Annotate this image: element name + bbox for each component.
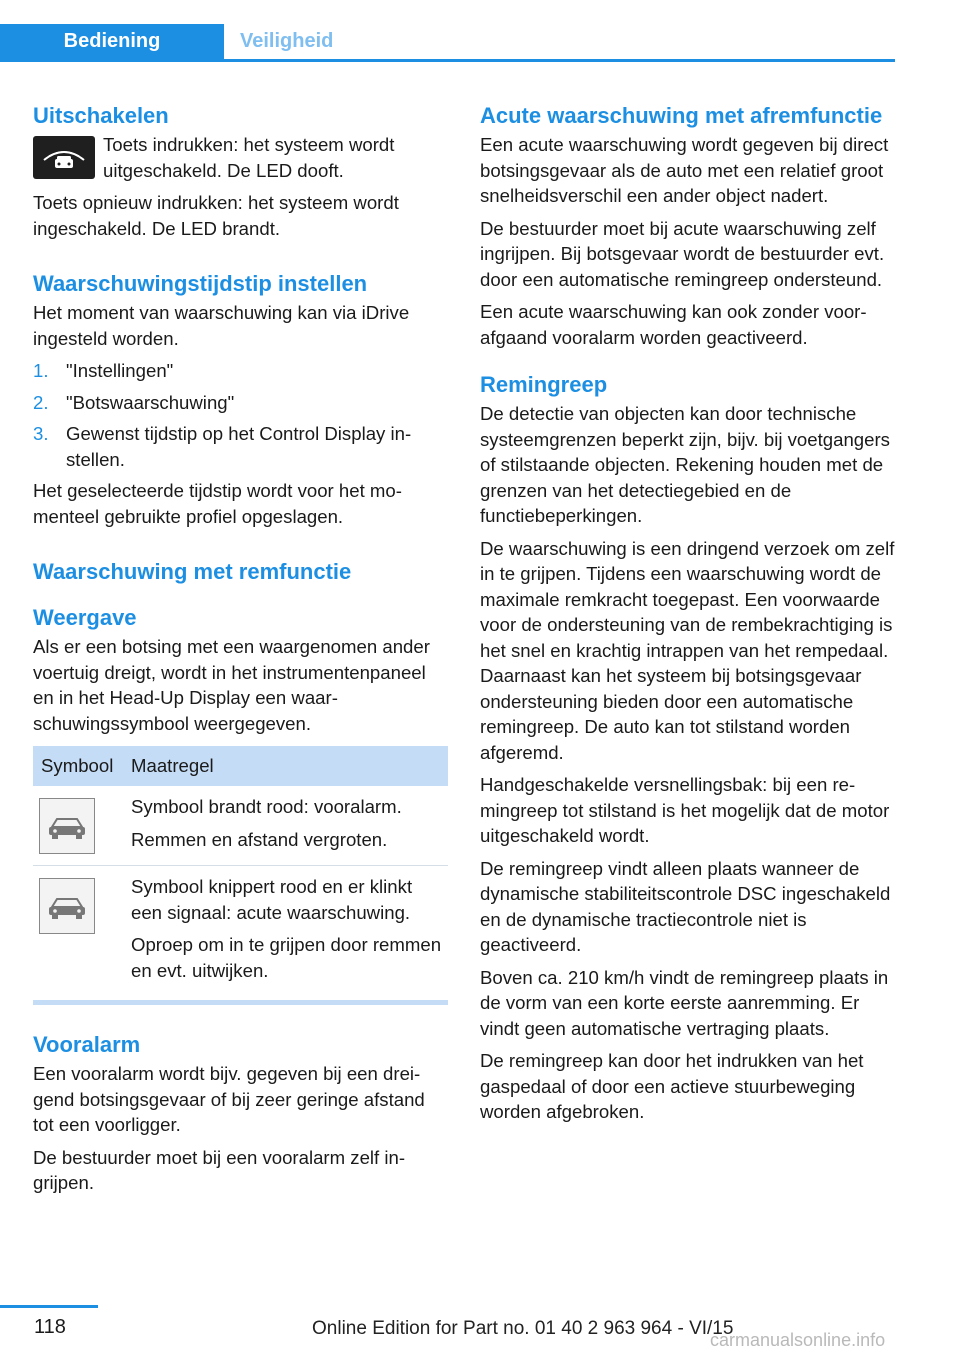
heading-vooralarm: Vooralarm bbox=[33, 1032, 141, 1057]
uitschakelen-text1: Toets indrukken: het systeem wordt uitgeschakeld. De LED dooft. bbox=[103, 134, 395, 181]
table-row bbox=[33, 866, 448, 997]
list-item: 1. "Instellingen" bbox=[33, 360, 174, 381]
heading-weergave: Weergave bbox=[33, 605, 137, 630]
right-column bbox=[480, 100, 898, 1132]
uitschakelen-text2: Toets opnieuw indrukken: het systeem wordt ingeschakeld. De LED brandt. bbox=[33, 192, 399, 239]
table-row bbox=[33, 786, 448, 866]
car-warning-icon bbox=[39, 798, 95, 854]
page-footer bbox=[0, 1290, 960, 1362]
table-cell: Oproep om in te grijpen door remmen en evt. uitwijken. bbox=[131, 934, 442, 981]
left-column bbox=[33, 100, 448, 1203]
header-rule bbox=[0, 59, 895, 62]
remingreep-p3: Handgeschakelde versnellingsbak: bij een remingreep tot stilstand is het mogelijk dat de motor uitgeschakeld wordt. bbox=[480, 774, 890, 846]
car-warning-icon bbox=[39, 878, 95, 934]
weergave-text: Als er een botsing met een waargenomen ander voertuig dreigt, wordt in het instrumentenpaneel en in het Head-Up Display een waarschuwingssymbool weergegeven. bbox=[33, 636, 430, 734]
tijdstip-intro: Het moment van waarschuwing kan via iDrive ingesteld worden. bbox=[33, 302, 410, 349]
steps-list bbox=[33, 358, 448, 472]
symbol-table bbox=[33, 746, 448, 996]
remingreep-p1: De detectie van objecten kan door technische systeemgrenzen beperkt zijn, bijv. bij voetgangers of stilstaande objecten. Rekening houden met de grenzen van het detectiegebied en de functiebeperkingen. bbox=[480, 403, 890, 526]
remingreep-p5: Boven ca. 210 km/h vindt de remingreep plaats in de vorm van een korte eerste aanremming. Er vindt geen automatische vertraging plaats. bbox=[480, 966, 889, 1039]
list-item: 3. Gewenst tijdstip op het Control Display instellen. bbox=[33, 423, 412, 470]
tab-bediening[interactable]: Bediening bbox=[0, 24, 224, 59]
footer-rule bbox=[0, 1305, 98, 1308]
vooralarm-text2: De bestuurder moet bij een vooralarm zelf ingrijpen. bbox=[33, 1146, 406, 1193]
heading-tijdstip: Waarschuwingstijdstip instellen bbox=[33, 271, 368, 296]
list-item: 2. "Botswaarschuwing" bbox=[33, 391, 235, 413]
watermark: carmanualsonline.info bbox=[710, 1330, 886, 1350]
vooralarm-text1: Een vooralarm wordt bijv. gegeven bij een dreigend botsingsgevaar of bij zeer geringe afstand tot een voorligger. bbox=[33, 1063, 425, 1135]
tab-veiligheid[interactable]: Veiligheid bbox=[240, 30, 334, 52]
heading-uitschakelen: Uitschakelen bbox=[33, 103, 169, 128]
acute-p1: Een acute waarschuwing wordt gegeven bij direct botsingsgevaar als de auto met een relatief groot snelheidsverschil een ander object nadert. bbox=[480, 134, 889, 206]
table-cell: Symbool brandt rood: vooralarm. bbox=[131, 796, 402, 817]
table-header-maatregel: Maatregel bbox=[131, 746, 448, 786]
remingreep-p6: De remingreep kan door het indrukken van het gaspedaal of door een actieve stuurbeweging worden afgebroken. bbox=[480, 1050, 864, 1122]
table-header-symbool: Symbool bbox=[33, 746, 131, 786]
remingreep-p2: De waarschuwing is een dringend verzoek om zelf in te grijpen. Tijdens een waarschuwing wordt de maximale remkracht toegepast. Een voorwaarde voor de ondersteuning van de rembekrachtiging is het snel en krachtig intrappen van het rempedaal. Daarnaast kan het systeem bij botsingsgevaar ondersteuning bieden door een automatische remingreep. De auto kan tot stilstand worden afgeremd. bbox=[480, 537, 895, 763]
lane-assist-button-icon bbox=[33, 136, 95, 179]
page-number: 118 bbox=[34, 1316, 66, 1338]
edition-text: Online Edition for Part no. 01 40 2 963 964 - VI/15 bbox=[312, 1318, 734, 1339]
table-cell: Remmen en afstand vergroten. bbox=[131, 828, 388, 850]
heading-remfunctie: Waarschuwing met remfunctie bbox=[33, 559, 352, 584]
tijdstip-after: Het geselecteerde tijdstip wordt voor het momenteel gebruikte profiel opgeslagen. bbox=[33, 480, 402, 527]
uitschakelen-row bbox=[33, 132, 448, 190]
heading-acute: Acute waarschuwing met afremfunctie bbox=[480, 103, 883, 128]
heading-remingreep: Remingreep bbox=[480, 372, 608, 397]
table-cell: Symbool knippert rood en er klinkt een signaal: acute waarschuwing. bbox=[131, 876, 413, 923]
acute-p3: Een acute waarschuwing kan ook zonder voorafgaand vooralarm worden geactiveerd. bbox=[480, 301, 867, 348]
acute-p2: De bestuurder moet bij acute waarschuwing zelf ingrijpen. Bij botsgevaar wordt de bestuurder evt. door een automatische remingreep ondersteund. bbox=[480, 217, 885, 290]
header-bar bbox=[0, 0, 895, 62]
remingreep-p4: De remingreep vindt alleen plaats wanneer de dynamische stabiliteitscontrole DSC ingeschakeld en de dynamische tractiecontrole niet is geactiveerd. bbox=[480, 857, 891, 955]
